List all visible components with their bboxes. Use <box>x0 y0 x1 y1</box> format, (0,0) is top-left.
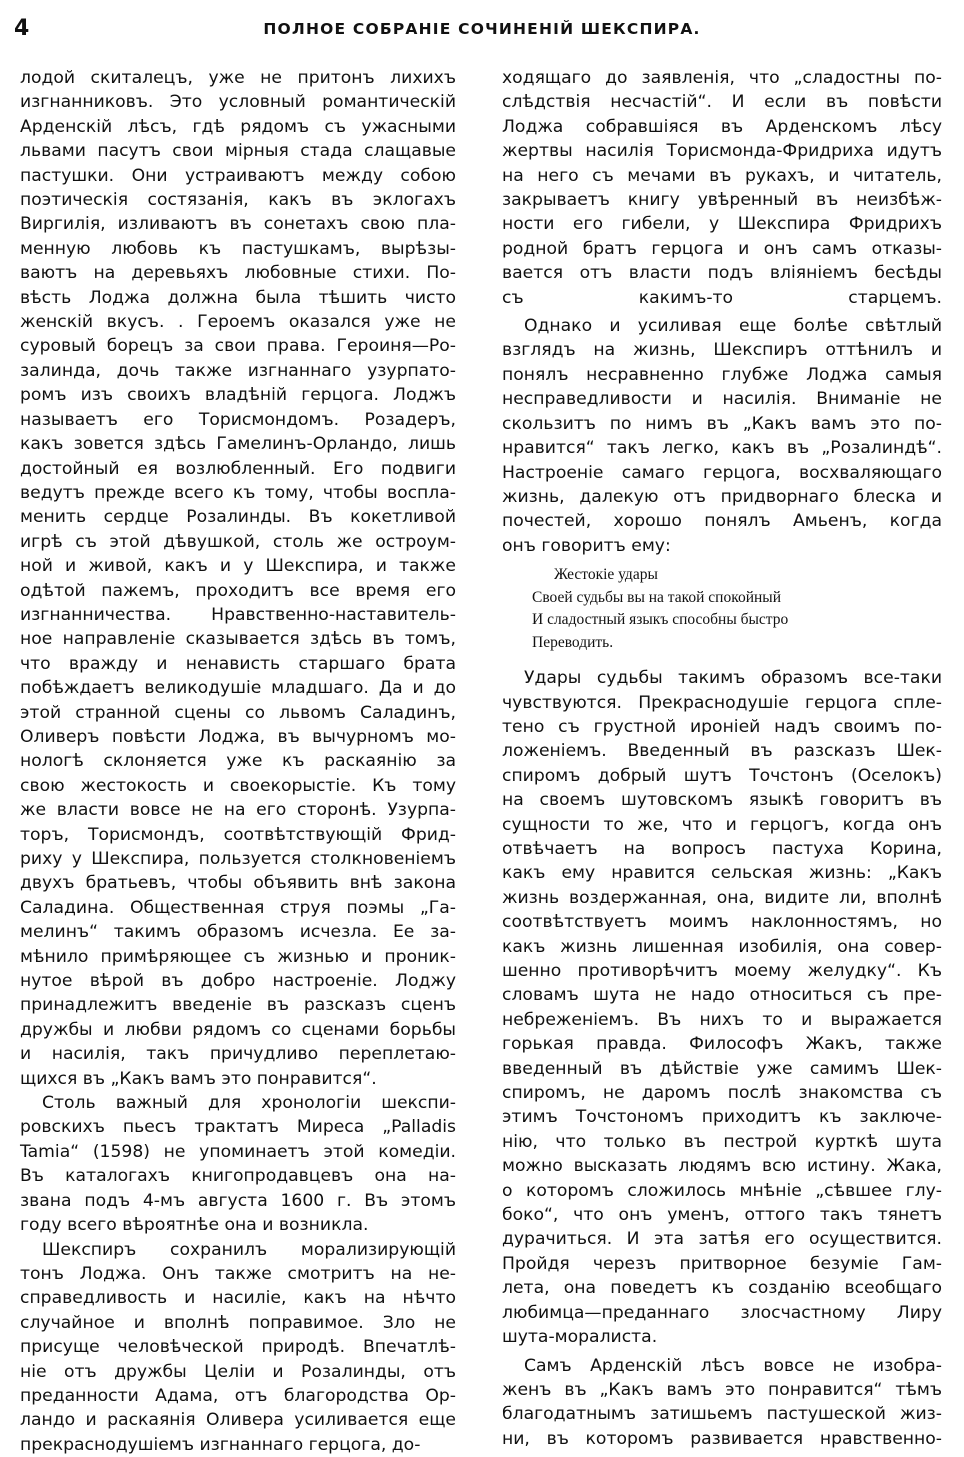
text-line: игрѣ съ этой дѣвушкой, столь же остроум- <box>20 530 456 554</box>
text-line: называетъ его Торисмондомъ. Розадеръ, <box>20 408 456 432</box>
text-line: женъ въ „Какъ вамъ это понравится“ тѣмъ <box>502 1378 942 1402</box>
text-line: мѣнило примѣряющее съ жизнью и проник- <box>20 945 456 969</box>
text-line: любимца—преданнаго злосчастному Лиру <box>502 1301 942 1325</box>
verse-line: Переводить. <box>532 632 942 655</box>
text-line: лета, она поведетъ къ созданію всеобщаго <box>502 1276 942 1300</box>
left-paragraph-1 <box>20 66 456 1091</box>
verse-quote <box>532 564 942 654</box>
verse-line: Жестокіе удары <box>532 564 942 587</box>
text-line: изгнанниковъ. Это условный романтическій <box>20 90 456 114</box>
text-line: торъ, Торисмондъ, соотвѣтствующій Фрид- <box>20 823 456 847</box>
text-line: вѣсть Лоджа должна была тѣшить чисто <box>20 286 456 310</box>
verse-line: Своей судьбы вы на такой спокойный <box>532 587 942 610</box>
text-line: Tamia“ (1598) не упоминаетъ этой комедіи. <box>20 1140 456 1164</box>
text-line: этимъ Точстономъ приходитъ къ заключе- <box>502 1105 942 1129</box>
text-line: Столь важный для хронологіи шекспи- <box>20 1091 456 1115</box>
text-line: Однако и усиливая еще болѣе свѣтлый <box>502 314 942 338</box>
text-line: преданности Адама, отъ благородства Ор- <box>20 1384 456 1408</box>
text-line: прекраснодушіемъ изгнаннаго герцога, до- <box>20 1433 456 1457</box>
text-line: и насилія, такъ причудливо переплетаю- <box>20 1042 456 1066</box>
text-line: случайное и вполнѣ поправимое. Зло не <box>20 1311 456 1335</box>
text-line: ваютъ на деревьяхъ любовные стихи. По- <box>20 261 456 285</box>
text-line: о которомъ сложилось мнѣніе „сѣвшее глу- <box>502 1179 942 1203</box>
text-line: съ какимъ-то старцемъ. <box>502 286 942 310</box>
text-line: можно высказать людямъ всю истину. Жака, <box>502 1154 942 1178</box>
text-line: Оливеръ повѣсти Лоджа, въ вычурномъ мо- <box>20 725 456 749</box>
text-line: свою жестокость и своекорыстіе. Къ тому <box>20 774 456 798</box>
text-line: нологѣ склоняется уже къ раскаянію за <box>20 749 456 773</box>
text-line: на своемъ шутовскомъ языкѣ говоритъ въ <box>502 788 942 812</box>
text-line: тонъ Лоджа. Онъ также смотритъ на не- <box>20 1262 456 1286</box>
text-line: на него съ мечами въ рукахъ, и читатель, <box>502 164 942 188</box>
text-line: ни, въ которомъ развивается нравственно- <box>502 1427 942 1451</box>
text-line: взглядъ на жизнь, Шекспиръ оттѣнилъ и <box>502 338 942 362</box>
text-line: жертвы насилія Торисмонда-Фридриха идутъ <box>502 139 942 163</box>
text-line: изгнанничества. Нравственно-наставитель- <box>20 603 456 627</box>
text-line: жизнь, далекую отъ придворнаго блеска и <box>502 485 942 509</box>
text-line: Удары судьбы такимъ образомъ все-таки <box>502 666 942 690</box>
text-line: ной и живой, какъ и у Шекспира, и также <box>20 554 456 578</box>
text-line: нравится“ такъ легко, какъ въ „Розалиндѣ“. <box>502 436 942 460</box>
text-line: ное направленіе сказывается здѣсь въ томъ, <box>20 627 456 651</box>
text-line: женскій вкусъ. . Героемъ оказался уже не <box>20 310 456 334</box>
text-line: понялъ несравненно глубже Лоджа самыя <box>502 363 942 387</box>
text-line: отвѣчаетъ на вопросъ пастуха Корина, <box>502 837 942 861</box>
text-line: горькая правда. Философъ Жакъ, также <box>502 1032 942 1056</box>
text-line: Въ каталогахъ книгопродавцевъ она на- <box>20 1164 456 1188</box>
text-line: справедливость и насиліе, какъ на нѣчто <box>20 1286 456 1310</box>
right-paragraph-3 <box>502 666 942 1349</box>
text-line: менить сердце Розалинды. Въ кокетливой <box>20 505 456 529</box>
text-line: Пройдя черезъ притворное безуміе Гам- <box>502 1252 942 1276</box>
text-line: одѣтой пажемъ, проходитъ все время его <box>20 579 456 603</box>
text-line: родной братъ герцога и онъ самъ отказы- <box>502 237 942 261</box>
text-line: что вражду и ненависть старшаго брата <box>20 652 456 676</box>
text-line: присуще человѣческой природѣ. Впечатлѣ- <box>20 1335 456 1359</box>
text-line: риху у Шекспира, пользуется столкновеніемъ <box>20 847 456 871</box>
text-line: небреженіемъ. Въ нихъ то и выражается <box>502 1008 942 1032</box>
text-line: несправедливости и насилія. Вниманіе не <box>502 387 942 411</box>
text-line: введенный въ дѣйствіе уже самимъ Шек- <box>502 1057 942 1081</box>
text-line: достойный ея возлюбленный. Его подвиги <box>20 457 456 481</box>
text-line: дурачиться. И эта затѣя его осуществится. <box>502 1227 942 1251</box>
text-line: побѣждаетъ великодушіе младшаго. Да и до <box>20 676 456 700</box>
text-line: менную любовь къ пастушкамъ, вырѣзы- <box>20 237 456 261</box>
text-line: суровый борецъ за свои права. Героиня—Ро- <box>20 334 456 358</box>
text-line: лодой скиталецъ, уже не притонъ лихихъ <box>20 66 456 90</box>
text-line: Арденскій лѣсъ, гдѣ рядомъ съ ужасными <box>20 115 456 139</box>
text-line: какъ зовется здѣсь Гамелинъ-Орландо, лишь <box>20 432 456 456</box>
text-line: ложеніемъ. Введенный въ разсказъ Шек- <box>502 739 942 763</box>
text-line: ровскихъ пьесъ трактатъ Миреса „Palladis <box>20 1115 456 1139</box>
text-line: боко“, что онъ уменъ, оттого такъ тянетъ <box>502 1203 942 1227</box>
text-line: скользитъ по нимъ въ „Какъ вамъ это по- <box>502 412 942 436</box>
text-line: же власти вовсе не на его сторонѣ. Узурпа- <box>20 798 456 822</box>
left-paragraph-3 <box>20 1238 456 1457</box>
text-line: нію, что только въ пестрой курткѣ шута <box>502 1130 942 1154</box>
text-line: залинда, дочь также изгнаннаго узурпато- <box>20 359 456 383</box>
text-line: онъ говоритъ ему: <box>502 534 942 558</box>
text-line: звана подъ 4-мъ августа 1600 г. Въ этомъ <box>20 1189 456 1213</box>
text-line: почестей, хорошо понялъ Амьенъ, когда <box>502 509 942 533</box>
text-line: какъ жизнь лишенная изобилія, она совер- <box>502 935 942 959</box>
text-line: тено съ грустной ироніей надъ своимъ по- <box>502 715 942 739</box>
left-paragraph-2 <box>20 1091 456 1237</box>
text-line: шута-моралиста. <box>502 1325 942 1349</box>
text-line: словамъ шута не надо относиться съ пре- <box>502 983 942 1007</box>
text-line: Настроеніе самаго герцога, восхваляющаго <box>502 461 942 485</box>
text-line: чувствуются. Прекраснодушіе герцога спле- <box>502 691 942 715</box>
text-line: ности его гибели, у Шекспира Фридрихъ <box>502 212 942 236</box>
text-line: принадлежитъ введеніе въ разсказъ сценъ <box>20 993 456 1017</box>
right-paragraph-2 <box>502 314 942 558</box>
text-line: пастушки. Они устраиваютъ между собою <box>20 164 456 188</box>
text-line: Самъ Арденскій лѣсъ вовсе не изобра- <box>502 1354 942 1378</box>
text-line: жизнь воздержанная, она, видите ли, вполнѣ <box>502 886 942 910</box>
text-line: дружбы и любви рядомъ со сценами борьбы <box>20 1018 456 1042</box>
text-line: соотвѣтствуетъ моимъ наклонностямъ, но <box>502 910 942 934</box>
text-line: шенно противорѣчитъ моему желудку“. Къ <box>502 959 942 983</box>
text-line: нутое вѣрой въ добро настроеніе. Лоджу <box>20 969 456 993</box>
text-line: году всего вѣроятнѣе она и возникла. <box>20 1213 456 1237</box>
text-line: мелинъ“ такимъ образомъ исчезла. Ее за- <box>20 920 456 944</box>
right-column <box>502 66 942 1386</box>
page-number: 4 <box>14 16 29 41</box>
text-line: Виргилія, изливаютъ въ сонетахъ свою пла- <box>20 212 456 236</box>
text-line: слѣдствія несчастій“. И если въ повѣсти <box>502 90 942 114</box>
text-line: спиромъ добрый шутъ Точстонъ (Оселокъ) <box>502 764 942 788</box>
right-paragraph-1 <box>502 66 942 310</box>
text-line: благодатнымъ затишьемъ пастушеской жиз- <box>502 1402 942 1426</box>
text-line: львами пасутъ свои мірныя стада слащавые <box>20 139 456 163</box>
text-line: щихся въ „Какъ вамъ это понравится“. <box>20 1067 456 1091</box>
text-line: двухъ братьевъ, чтобы объявить внѣ закона <box>20 871 456 895</box>
text-line: спиромъ, не даромъ послѣ знакомства съ <box>502 1081 942 1105</box>
text-line: ландо и раскаянія Оливера усиливается еще <box>20 1408 456 1432</box>
right-paragraph-4 <box>502 1354 942 1452</box>
text-line: поэтическія состязанія, какъ въ эклогахъ <box>20 188 456 212</box>
left-column <box>20 66 456 1386</box>
text-line: Саладина. Общественная струя поэмы „Га- <box>20 896 456 920</box>
text-line: какъ ему нравится сельская жизнь: „Какъ <box>502 861 942 885</box>
text-line: этой странной сцены со львомъ Саладинъ, <box>20 701 456 725</box>
text-line: ведутъ прежде всего къ тому, чтобы воспла- <box>20 481 456 505</box>
running-title: ПОЛНОЕ СОБРАНІЕ СОЧИНЕНІЙ ШЕКСПИРА. <box>0 20 964 38</box>
text-line: ромъ изъ своихъ владѣній герцога. Лоджъ <box>20 383 456 407</box>
text-line: ходящаго до заявленія, что „сладостны по- <box>502 66 942 90</box>
text-line: сущности то же, что и герцогъ, когда онъ <box>502 813 942 837</box>
text-line: закрываетъ книгу увѣренный въ неизбѣж- <box>502 188 942 212</box>
text-line: Лоджа собравшіяся въ Арденскомъ лѣсу <box>502 115 942 139</box>
text-line: ніе отъ дружбы Целіи и Розалинды, отъ <box>20 1360 456 1384</box>
verse-line: И сладостный языкъ способны быстро <box>532 609 942 632</box>
text-line: Шекспиръ сохранилъ морализирующій <box>20 1238 456 1262</box>
text-line: вается отъ власти подъ вліяніемъ бесѣды <box>502 261 942 285</box>
